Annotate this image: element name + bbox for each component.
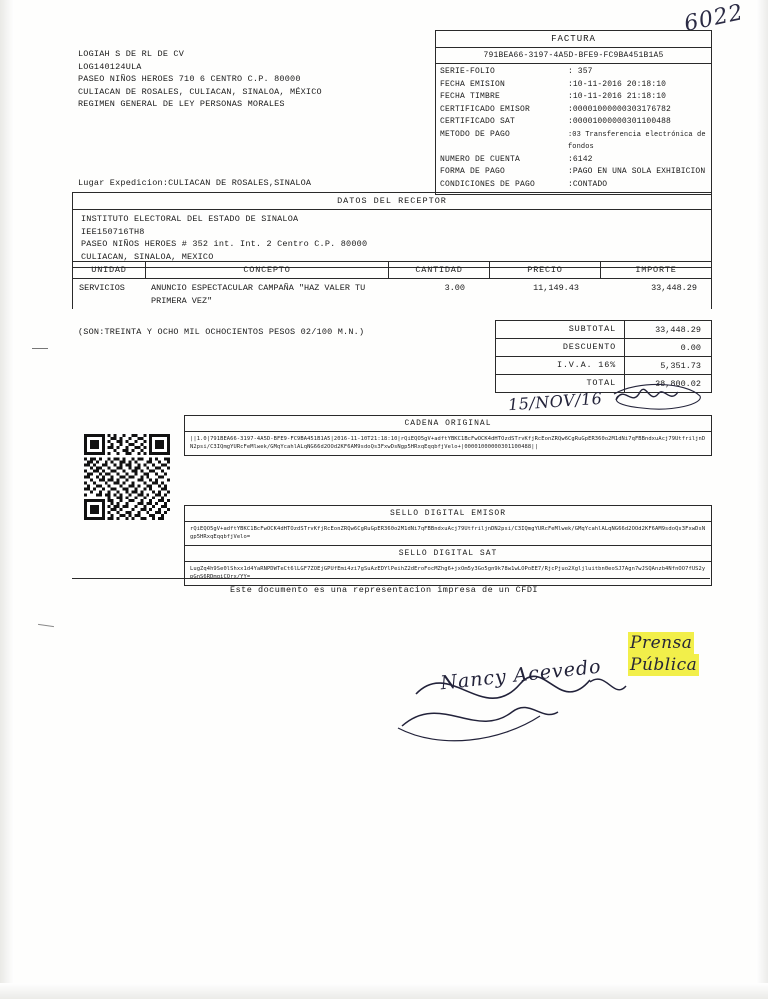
- total-label: DESCUENTO: [496, 339, 625, 356]
- receptor-name: INSTITUTO ELECTORAL DEL ESTADO DE SINALOA: [81, 214, 299, 224]
- invoice-field-row: [440, 166, 707, 179]
- emitter-city: CULIACAN DE ROSALES, CULIACAN, SINALOA, MÉXICO: [78, 86, 322, 97]
- footer-divider: [72, 578, 710, 579]
- field-value: :CONTADO: [568, 179, 608, 189]
- invoice-fields: [436, 64, 711, 194]
- handwritten-signature-name: Nancy Acevedo: [439, 655, 603, 695]
- invoice-field-row: [440, 104, 707, 117]
- total-label: TOTAL: [496, 375, 625, 392]
- receptor-rfc: IEE150716TH8: [81, 226, 145, 237]
- field-value: : 357: [568, 67, 593, 76]
- column-header-concepto: CONCEPTO: [146, 262, 389, 278]
- receptor-body: [73, 210, 711, 267]
- emitter-block: [78, 48, 408, 111]
- invoice-field-row: [440, 129, 707, 154]
- cadena-original-text: ||1.0|791BEA66-3197-4A5D-BFE9-FC9BA451B1A5|2016-11-10T21:18:10|rQiEQO5gV+adftYBKC1BcFwOCK4dHTOzdSTrvKfjRcEonZRQw6CgRuGpER360o2M1dNi7qFBBndxuAcj79UtfriljnDN2psi/C3IQmgYURcFeMlwek/GMqYcahlALqNG66d2OOd2KF6AM9sdoQs3FxwDsNgp5HRxqEqqbfjVelo+|00001000000301100488||: [190, 436, 706, 451]
- emitter-rfc: LOG140124ULA: [78, 61, 142, 72]
- cell-cantidad: 3.00: [444, 283, 465, 293]
- column-header-precio: PRECIO: [490, 262, 601, 278]
- cadena-original-title: CADENA ORIGINAL: [185, 416, 711, 432]
- field-value: :10-11-2016 20:18:10: [568, 79, 667, 89]
- scan-artifact-mark: [32, 348, 48, 349]
- total-label: SUBTOTAL: [496, 321, 625, 338]
- concepts-table-header: [73, 262, 711, 279]
- field-label: CERTIFICADO EMISOR: [440, 104, 531, 114]
- invoice-field-row: [440, 66, 707, 79]
- field-label: FECHA EMISION: [440, 79, 506, 89]
- receptor-box: [72, 192, 712, 268]
- field-label: METODO DE PAGO: [440, 129, 511, 139]
- field-label: FORMA DE PAGO: [440, 167, 506, 176]
- invoice-field-row: [440, 154, 707, 167]
- invoice-title: FACTURA: [436, 31, 711, 48]
- field-value: :00001000000303176782: [568, 104, 671, 114]
- total-value: 0.00: [680, 342, 701, 353]
- column-header-cantidad: CANTIDAD: [389, 262, 490, 278]
- cell-unidad: SERVICIOS: [79, 283, 125, 293]
- handwritten-initials-scribble: [612, 378, 704, 414]
- invoice-field-row: [440, 116, 707, 129]
- column-header-importe: IMPORTE: [635, 265, 677, 275]
- amount-in-words: (SON:TREINTA Y OCHO MIL OCHOCIENTOS PESOS 02/100 M.N.): [78, 327, 365, 337]
- highlight-line-1: Prensa: [630, 633, 693, 653]
- total-row: [496, 357, 711, 375]
- handwritten-folio-number: 6022: [682, 0, 746, 37]
- total-row: [496, 339, 711, 357]
- field-value: :03 Transferencia electrónica de fondos: [568, 130, 706, 151]
- field-label: NUMERO DE CUENTA: [440, 154, 521, 164]
- sello-digital-emisor-block: [184, 505, 712, 546]
- emitter-address: PASEO NIÑOS HEROES 710 6 CENTRO C.P. 80000: [78, 74, 301, 84]
- concepto-line-2: PRIMERA VEZ": [151, 296, 213, 306]
- sello-sat-title: SELLO DIGITAL SAT: [185, 546, 711, 562]
- scan-edge-bottom: [0, 983, 768, 999]
- emitter-name: LOGIAH S DE RL DE CV: [78, 49, 185, 59]
- sello-emisor-text: rQiEQO5gV+adftYBKC1BcFwOCK4dHTOzdSTrvKfjRcEonZRQw6CgRuGpER360o2M1dNi7qFBBndxuAcj79UtfriljnDN2psi/C3IQmgYURcFeMlwek/GMqYcahlALqNG66d2OOd2KF6AM9sdoQs3FxwDsNgp5HRxqEqqbfjVelo=: [190, 526, 706, 541]
- invoice-field-row: [440, 79, 707, 92]
- sello-digital-sat-block: [184, 545, 712, 586]
- receptor-header: DATOS DEL RECEPTOR: [73, 193, 711, 210]
- sello-emisor-title: SELLO DIGITAL EMISOR: [185, 506, 711, 522]
- field-value: :10-11-2016 21:18:10: [568, 92, 667, 101]
- handwritten-date: 15/NOV/16: [507, 388, 603, 415]
- concepto-line-1: ANUNCIO ESPECTACULAR CAMPAÑA "HAZ VALER TU: [151, 283, 366, 293]
- concepts-table: [72, 261, 712, 309]
- column-header-unidad: UNIDAD: [73, 262, 146, 278]
- field-label: CERTIFICADO SAT: [440, 117, 516, 126]
- cell-precio: 11,149.43: [533, 283, 579, 293]
- sello-sat-text: LugZq4h9Se0lShxx1d4YaRNPDWTeCt6lLGF7ZOEjGPUfEmi4zi7gSuAzEDYlPeihZ2dEroFocMZhg6+jxOm5y3Go5gn9k78w1wLOPoEE7/RjcPjuo2Xgljluitbn0eoSJ7Agn7wJSQAnzb4NfnOO7fUS2ypGnS6RDmgiCQrx/YY=: [190, 566, 706, 581]
- invoice-uuid: 791BEA66-3197-4A5D-BFE9-FC9BA451B1A5: [436, 48, 711, 64]
- field-label: FECHA TIMBRE: [440, 92, 501, 101]
- footer-note: Este documento es una representacion impresa de un CFDI: [229, 585, 539, 595]
- field-label: SERIE-FOLIO: [440, 67, 496, 76]
- scan-edge-left: [0, 0, 14, 999]
- field-value: :PAGO EN UNA SOLA EXHIBICION: [568, 167, 706, 176]
- total-row: [496, 321, 711, 339]
- table-row: [73, 279, 711, 309]
- emitter-regime: REGIMEN GENERAL DE LEY PERSONAS MORALES: [78, 99, 285, 109]
- receptor-city: CULIACAN, SINALOA, MEXICO: [81, 251, 214, 262]
- field-label: CONDICIONES DE PAGO: [440, 179, 536, 189]
- field-value: :00001000000301100488: [568, 117, 671, 126]
- total-value: 33,448.29: [655, 324, 701, 335]
- invoice-field-row: [440, 91, 707, 104]
- qr-code: [84, 434, 170, 520]
- receptor-address: PASEO NIÑOS HEROES # 352 int. Int. 2 Centro C.P. 80000: [81, 239, 368, 249]
- invoice-header-box: [435, 30, 712, 195]
- scan-edge-right: [756, 0, 768, 999]
- field-value: :6142: [568, 154, 593, 164]
- scan-artifact-mark-2: [38, 624, 54, 627]
- total-value: 5,351.73: [660, 360, 701, 371]
- lugar-expedicion: Lugar Expedicion:CULIACAN DE ROSALES,SINALOA: [78, 178, 312, 188]
- cell-importe: 33,448.29: [651, 283, 697, 293]
- cadena-original-block: [184, 415, 712, 456]
- cell-concepto: [145, 279, 391, 309]
- invoice-field-row: [440, 179, 707, 192]
- total-value: 38,800.02: [655, 378, 701, 389]
- total-label: I.V.A. 16%: [496, 357, 625, 374]
- handwritten-highlight-note: [628, 632, 699, 676]
- highlight-line-2: Pública: [630, 655, 698, 675]
